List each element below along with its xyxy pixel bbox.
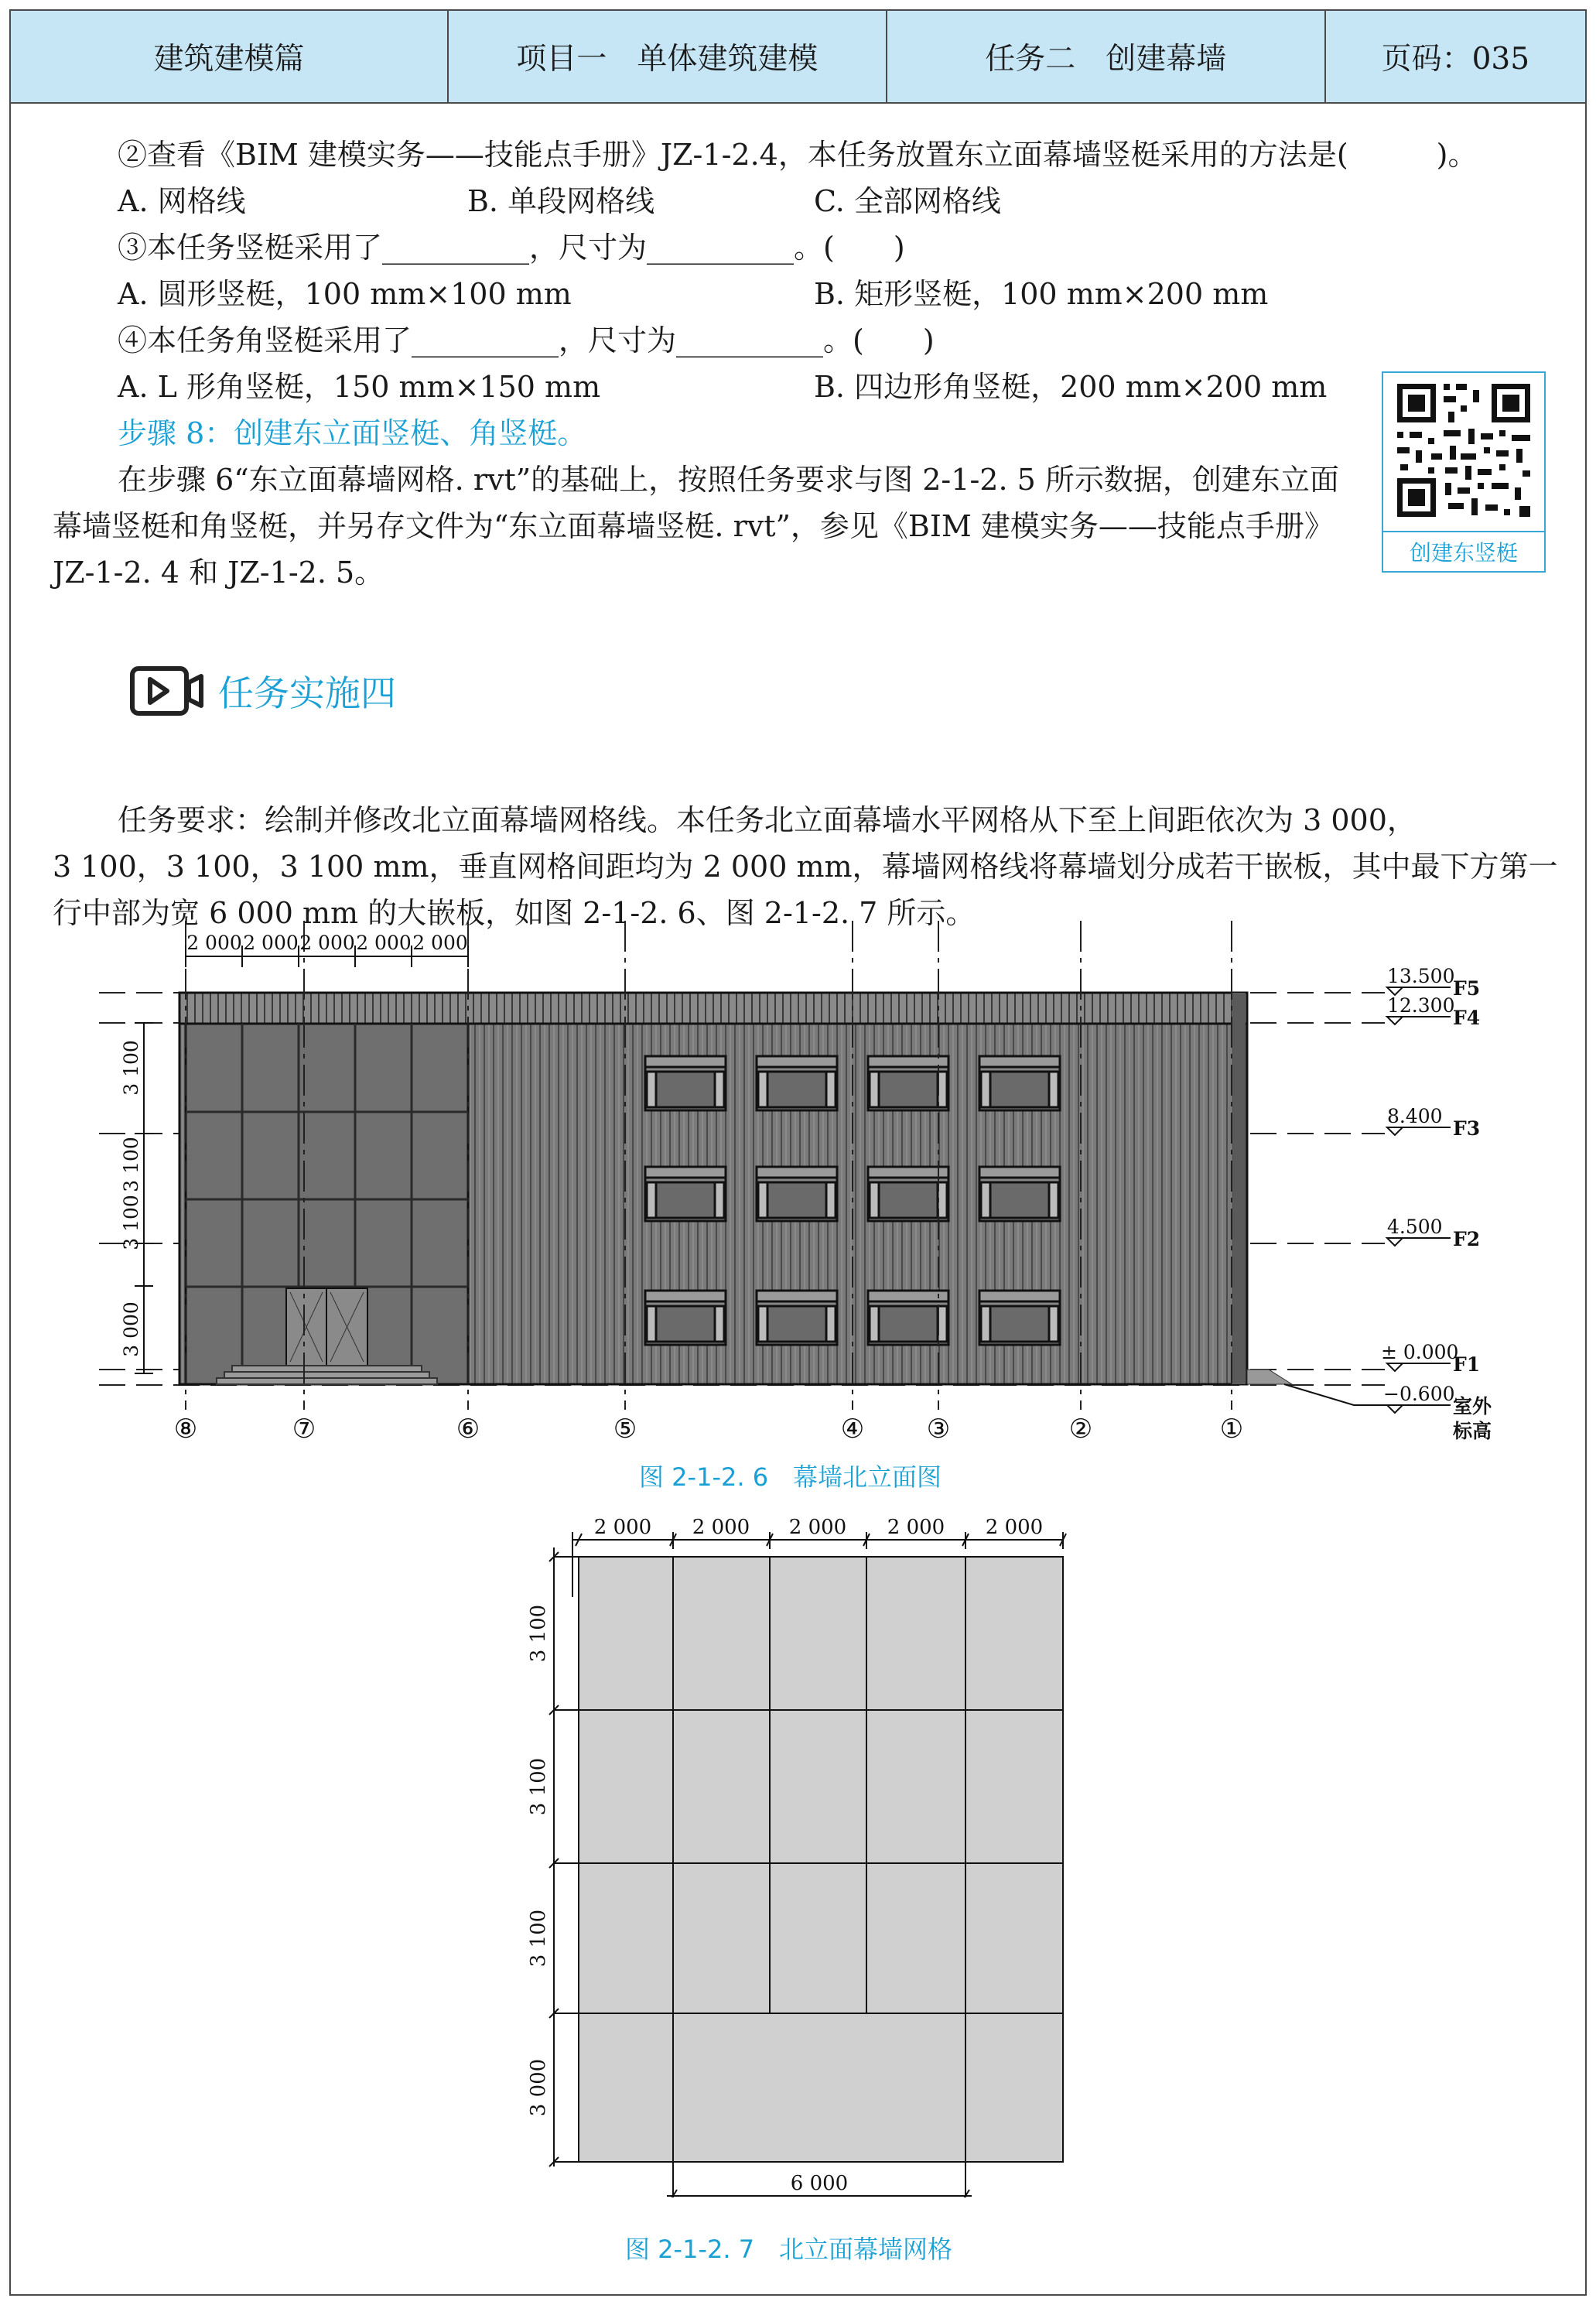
axis-label: ④ [840,1414,865,1445]
header-task: 任务二 创建幕墙 [887,11,1326,102]
requirement-line-2: 3 100，3 100，3 100 mm，垂直网格间距均为 2 000 mm，幕墙网格线将幕墙划分成若干嵌板，其中最下方第一 [53,850,1558,884]
qr-code-icon [1383,373,1544,532]
grid-left-dim: 3 000 [527,2058,550,2117]
question-2-option-b: B. 单段网格线 [467,184,655,218]
elev-top-dim: 2 000 [412,932,468,954]
axis-label: ⑥ [456,1414,480,1445]
elev-level-name: F1 [1453,1353,1481,1376]
step-8-title: 步骤 8：创建东立面竖梃、角竖梃。 [118,416,587,450]
elev-level-value: ± 0.000 [1381,1341,1459,1363]
elev-top-dim: 2 000 [186,932,242,954]
elev-level-name: F3 [1453,1117,1481,1140]
video-play-icon [130,664,204,718]
question-3-option-a: A. 圆形竖梃，100 mm×100 mm [118,277,572,311]
axis-label: ② [1068,1414,1093,1445]
elev-top-dim: 2 000 [356,932,412,954]
grid-left-dim: 3 100 [527,1757,550,1816]
elev-level-name: F2 [1453,1228,1481,1250]
axis-label: ⑦ [292,1414,316,1445]
section-heading [130,664,396,718]
elev-left-dim: 3 000 [120,1301,142,1357]
step-8-line-2: 幕墙竖梃和角竖梃，并另存文件为“东立面幕墙竖梃. rvt”，参见《BIM 建模实务——技能点手册》 [53,509,1334,543]
grid-bottom-dim: 6 000 [790,2172,849,2195]
curtain-wall-grid-drawing [0,1501,1596,2197]
requirement-line-1: 任务要求：绘制并修改北立面幕墙网格线。本任务北立面幕墙水平网格从下至上间距依次为 3 000， [118,803,1417,837]
question-4-option-a: A. L 形角竖梃，150 mm×150 mm [118,370,601,404]
elev-level-extra: 标高 [1453,1420,1492,1442]
axis-label: ⑧ [173,1414,198,1445]
elev-level-value: 8.400 [1387,1105,1443,1127]
grid-top-dim: 2 000 [788,1516,847,1539]
question-4: ④本任务角竖梃采用了__________，尺寸为__________。( ) [118,323,935,357]
axis-label: ⑤ [613,1414,637,1445]
axis-label: ③ [926,1414,951,1445]
elev-left-dim: 3 100 [120,1040,142,1096]
elev-left-dim: 3 100 [120,1195,142,1250]
elev-level-value: 4.500 [1387,1216,1443,1238]
step-8-line-3: JZ-1-2. 4 和 JZ-1-2. 5。 [53,556,384,590]
grid-top-dim: 2 000 [887,1516,945,1539]
elev-level-name: 室外 [1453,1395,1492,1418]
elev-level-name: F5 [1453,977,1481,1000]
grid-top-dim: 2 000 [593,1516,652,1539]
elev-level-name: F4 [1453,1007,1481,1029]
elev-left-dim: 3 100 [120,1137,142,1192]
step-8-line-1: 在步骤 6“东立面幕墙网格. rvt”的基础上，按照任务要求与图 2-1-2. 5 所示数据，创建东立面 [118,463,1339,497]
question-2: ②查看《BIM 建模实务——技能点手册》JZ-1-2.4，本任务放置东立面幕墙竖梃采用的方法是( )。 [118,138,1478,172]
grid-top-dim: 2 000 [985,1516,1044,1539]
elev-level-value: 12.300 [1387,994,1455,1017]
figure-1-caption: 图 2-1-2. 6 幕墙北立面图 [639,1462,942,1492]
axis-label: ① [1219,1414,1244,1445]
question-3: ③本任务竖梃采用了__________，尺寸为__________。( ) [118,231,905,265]
header-page-number: 页码：035 [1381,42,1530,77]
grid-left-dim: 3 100 [527,1909,550,1968]
elev-top-dim: 2 000 [299,932,355,954]
question-2-option-c: C. 全部网格线 [814,184,1001,218]
figure-2-caption: 图 2-1-2. 7 北立面幕墙网格 [625,2235,953,2264]
header-book-section: 建筑建模篇 [11,11,449,102]
question-2-option-a: A. 网格线 [118,184,246,218]
north-elevation-drawing [0,913,1596,1470]
header-project: 项目一 单体建筑建模 [449,11,887,102]
elev-top-dim: 2 000 [243,932,299,954]
section-title-text: 任务实施四 [218,672,396,714]
grid-top-dim: 2 000 [692,1516,750,1539]
qr-code-label: 创建东竖梃 [1383,531,1544,571]
requirement-line-3: 行中部为宽 6 000 mm 的大嵌板，如图 2-1-2. 6、图 2-1-2. 7 所示。 [53,896,976,930]
grid-left-dim: 3 100 [527,1604,550,1663]
elev-level-value: 13.500 [1387,965,1455,987]
question-4-option-b: B. 四边形角竖梃，200 mm×200 mm [814,370,1328,404]
qr-code[interactable] [1382,371,1546,573]
page-header [9,9,1587,104]
elev-level-value: −0.600 [1383,1383,1455,1405]
question-3-option-b: B. 矩形竖梃，100 mm×200 mm [814,277,1269,311]
